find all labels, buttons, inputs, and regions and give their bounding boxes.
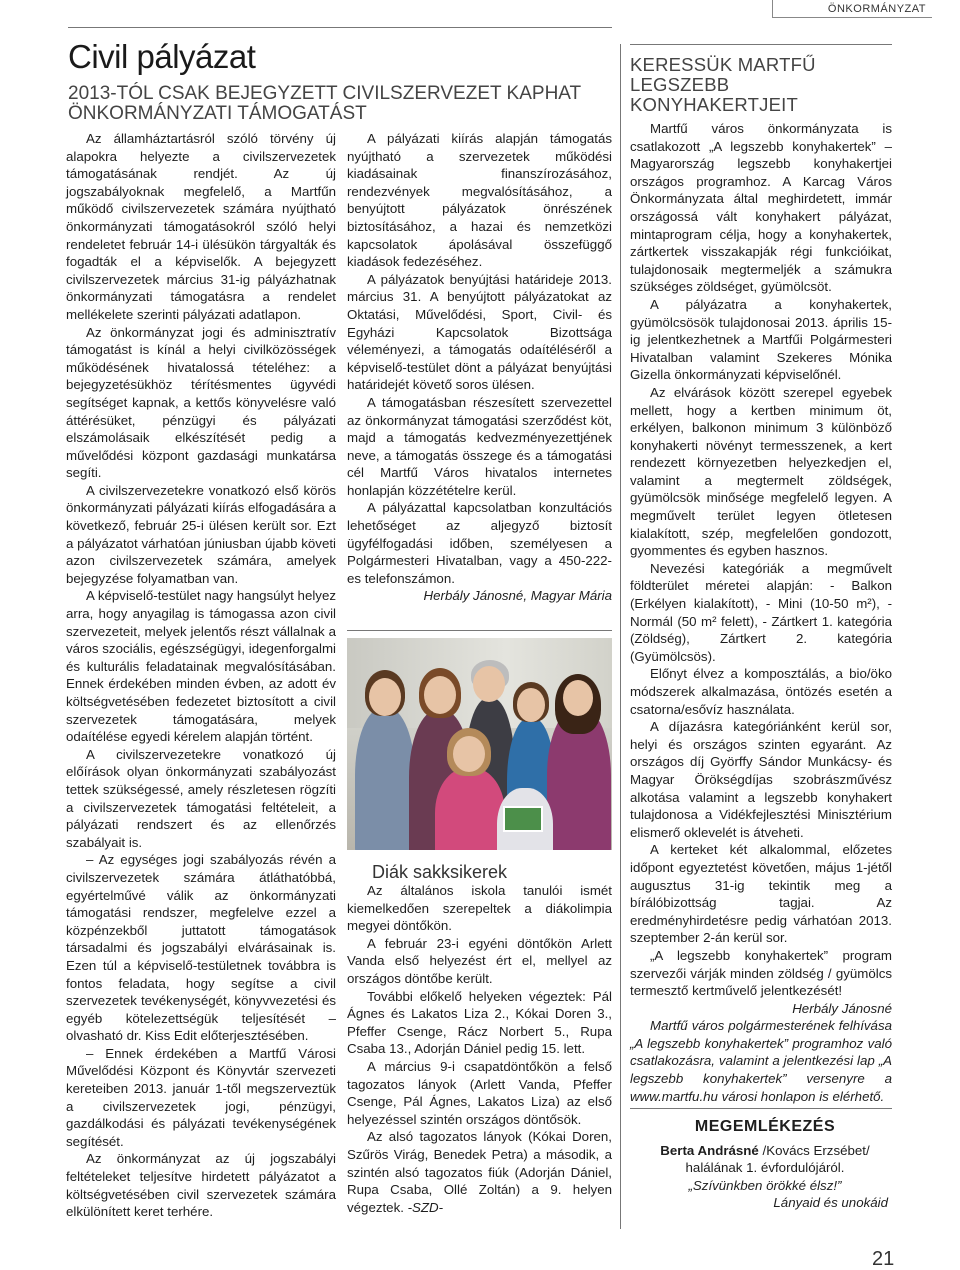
section-tag: ÖNKORMÁNYZAT [772,0,932,18]
article-column-a [66,130,336,1221]
page-number: 21 [872,1248,895,1270]
paragraph: A február 23-i egyéni döntőkön Arlett Vanda első helyezést ért el, mellyel az országos döntőbe került. [347,935,612,986]
article-subtitle: 2013-TÓL CSAK BEJEGYZETT CIVILSZERVEZET KAPHAT ÖNKORMÁNYZATI TÁMOGATÁST [68,83,581,124]
memorial-quote: „Szívünkben örökké élsz!” [688,1177,842,1193]
memorial-line-2: halálának 1. évfordulójáról. [685,1160,845,1176]
memorial-signature: Lányaid és unokáid [773,1195,888,1211]
paragraph: Az önkormányzat az új jogszabályi feltételeket teljesítve hirdetett pályázatot a költségvetésében civil szervezetek számára elkülönített keret terhére. [66,1151,336,1220]
paragraph: A pályázatok benyújtási határideje 2013. március 31. A benyújtott pályázatokat az Oktatási, Művelődési, Sport, Civil- és Egyházi Kapcsolatok Bizottsága véleményezi, a támogatás odaítéléséről a képviselő-testület dönt a pályázat benyújtási határidejét követő soros ülésen. [347,271,612,393]
paragraph: – Ennek érdekében a Martfű Városi Művelődési Központ és Könyvtár szervezeti kereteiben 2013. január 1-től megszerveztük a civilszervezetek jogi, pénzügyi, gazdálkodási és pályázati tevékenységének segítését. [66,1045,336,1149]
chess-column [347,882,612,1216]
paragraph: A támogatásban részesített szervezettel az önkormányzat támogatási szerződést köt, majd a támogatás kedvezményezettjének neve, a támogatás összege és a támogatási cél Martfű Város hivatalos internetes honlapján közzétételre kerül. [347,394,612,498]
photo-top-rule [347,630,612,631]
paragraph: „A legszebb konyhakertek” program szervezői várják minden zöldség / gyümölcs termesztő kertművelő jelentkezését! [630,947,892,999]
paragraph: A díjazásra kategóriánként kerül sor, helyi és országos szinten egyaránt. Az országos díj Györffy Sándor Munkácsy- és Magyar Örökségdíjas szobrászművész alkotása valamint a legszebb konyhakert tulajdonosa a Vidékfejlesztési Minisztérium elismerő oklevelét is átveheti. [630,719,892,840]
article-signature: Herbály Jánosné, Magyar Mária [423,588,612,604]
kitchen-title: KERESSÜK MARTFŰ LEGSZEBB KONYHAKERTJEIT [630,54,816,115]
photo-figure [355,708,415,850]
memorial-box [640,1118,890,1212]
chess-signature: -SZD- [407,1199,444,1215]
paragraph: A pályázati kiírás alapján támogatás nyújtható a szervezetek működési kiadásainak finanszírozásához, rendezvények megvalósításához, a benyújtott pályázatok önrészének biztosításához, a hazai és nemzetközi kapcsolatok ápolásával összefüggő kiadások fedezéséhez. [347,131,612,270]
paragraph: Az elvárások között szerepel egyebek mellett, hogy a kertben minimum öt, erkélyen, balkonon minimum 3 különböző konyhakerti növényt termesszenek, a kert rendezett környezetben helyezkedjen el, valamint a megtermelt zöldségek, gyümölcsök minősége megfelelő legyen. A megművelt terület legyen ötletesen kialakított, szép, megfelelően gondozott, gyommentes és egyben hasznos. [630,384,892,559]
column-divider [620,44,621,1229]
photo-figure-face [369,678,401,716]
paragraph: Martfű város önkormányzata is csatlakozott „A legszebb konyhakertek” – Magyarország legszebb konyhakertjei országos programhoz. A Karcag Város Önkormányzata által meghirdetett, immár országossá vált konyhakert pályázat, mintaprogram célja, hogy a konyhakertek, zártkertek visszakapják régi funkcióikat, tulajdonosaik megtermeljék a számukra szükséges zöldséget, gyümölcsöt. [630,121,892,295]
kitchen-column [630,120,892,1105]
paragraph: – Az egységes jogi szabályozás révén a civilszervezetek számára átláthatóbbá, egyértelművé válik az önkormányzati támogatási rendszer, megfelelve ezzel a közpénzekből juttatott támogatások társadalmi és jogszabályi elvárásainak is. Ezen túl a képviselő-testületnek továbbra is fontos feladata, hogy segítse a civil szervezetek tevékenységét, könyvvezetési és egyéb kötelezettségük teljesítését – olvasható dr. Kiss Edit előterjesztésében. [66,852,336,1044]
paragraph: Nevezési kategóriák a megművelt földterület méretei alapján: - Balkon (Erkélyen kialakított), - Mini (10-50 m²), - Normál (50 m² felett), - Zártkert 1. kategória (Zöldség), Zártkert 2. kategória (Gyümölcsös). [630,560,892,664]
photo-figure-face [453,736,485,772]
photo-figure-face [473,666,505,702]
paragraph: A pályázattal kapcsolatban konzultációs lehetőséget az aljegyző biztosít ügyfélfogadási időben, személyesen a Polgármesteri Hivatalban, vagy a 450-222-es telefonszámon. [347,500,612,586]
memorial-top-rule [630,1108,892,1109]
article-column-b [347,130,612,605]
photo-figure-face [517,688,545,722]
kitchen-top-rule [630,44,892,45]
photo-figure [435,768,505,850]
paragraph: A pályázatra a konyhakertek, gyümölcsösök tulajdonosai 2013. április 15-ig jelentkezhetnek a Martfűi Polgármesteri Hivatalban valamint Szekeres Mónika Gizella önkormányzati képviselőnél. [630,296,892,383]
kitchen-note: Martfű város polgármesterének felhívása „A legszebb konyhakertek” programhoz való csatlakozásra, valamint a jelentkezési lap „A legszebb konyhakertek” versenyre a www.martfu.hu városi honlapon is elérhető. [630,1018,892,1104]
paragraph: A március 9-i csapatdöntőkön a felső tagozatos lányok (Arlett Vanda, Pfeffer Csenge, Pál Ágnes, Lakatos Liza) az első helyezéssel szintén országos döntősök. [347,1058,612,1127]
paragraph: A kerteket két alkalommal, előzetes időpont egyeztetést követően, május 1-jétől augusztus 31-ig tekintik meg a bírálóbizottság tagjai. Az eredményhirdetésre pedig várhatóan 2013. szeptember 2-án kerül sor. [630,842,892,946]
paragraph: További előkelő helyeken végeztek: Pál Ágnes és Lakatos Liza 2., Kókai Doren 3., Pfeffer Csenge, Rácz Norbert 5., Rupa Csaba 13., Adorján Dániel pedig 15. lett. [347,988,612,1057]
paragraph: A civilszervezetekre vonatkozó új előírások olyan önkormányzati szabályozást tettek szükségessé, amely részletesen rögzíti a civilszervezetek támogatási feltételeit, a pályázati rendszert és az ellenőrzés szabályait is. [66,746,336,850]
memorial-title: MEGEMLÉKEZÉS [694,1118,836,1135]
diploma-icon [503,806,543,832]
memorial-name: Berta Andrásné [660,1142,759,1158]
paragraph: A képviselő-testület nagy hangsúlyt helyez arra, hogy anyagilag is támogassa azon civil szervezeteit, melyek jelentős részt vállalnak a város szociális, egészségügyi, idegenforgalmi és kulturális feladatainak megvalósításában. Ennek érdekében minden évben, az adott év költségvetésében fedezetet biztosított a civil szervezetek támogatására, melyek odaítélése egyedi kérelem alapján történt. [66,588,336,745]
paragraph [347,1128,612,1216]
paragraph: Előnyt élvez a komposztálás, a bio/öko módszerek alkalmazása, öntözés esetén a csatorna/esővíz használata. [630,666,892,717]
paragraph-text: Az alsó tagozatos lányok (Kókai Doren, Szűrös Virág, Benedek Petra) a második, a szintén alsó tagozatos fiúk (Adorján Dániel, Rupa Csaba, Ollé Zoltán) a 9. helyen végeztek. [347,1129,612,1215]
article-title: Civil pályázat [68,38,256,75]
top-rule [68,27,612,28]
paragraph: Az államháztartásról szóló törvény új alapokra helyezte a civilszervezetek támogatásának rendjét. Az új jogszabályoknak megfelelő, a Martfűn működő civilszervezetek számára nyújtható önkormányzati támogatásokról szóló helyi rendeletet február 14-i ülésükön tárgyalták és fogadták el a képviselők. A bejegyzett civilszervezetek március 31-ig pályázhatnak önkormányzati támogatásra a rendelet mellékelete szerinti pályázati adatlapon. [66,131,336,322]
paragraph: Az általános iskola tanulói ismét kiemelkedően szerepeltek a diákolimpia megyei döntőkön. [347,883,612,934]
memorial-line-1 [640,1142,890,1160]
kitchen-signature: Herbály Jánosné [792,1000,892,1016]
chess-title: Diák sakksikerek [372,862,508,882]
photo-figure-face [424,676,456,714]
memorial-maiden-name: /Kovács Erzsébet/ [758,1142,870,1158]
chess-team-photo [347,638,612,850]
paragraph: Az önkormányzat jogi és adminisztratív támogatást is kínál a helyi civilközösségek működésének hivatalossá tételéhez: a bejegyzetésükhöz térítésmentes ügyvédi segítséget kapnak, a kettős könyvelésre való áttérésüket, pénzügyi és pályázati elszámolásaik elkészítését pedig a művelődési központ gazdasági munkatársa segíti. [66,324,336,481]
photo-figure-face [563,680,593,716]
paragraph: A civilszervezetekre vonatkozó első körös önkormányzati pályázati kiírás elfogadására a következő, február 25-i ülésen került sor. Ezt a pályázatot várhatóan júniusban újabb követi azon civilszervezetek számára, amelyek bejegyzése folyamatban van. [66,482,336,586]
